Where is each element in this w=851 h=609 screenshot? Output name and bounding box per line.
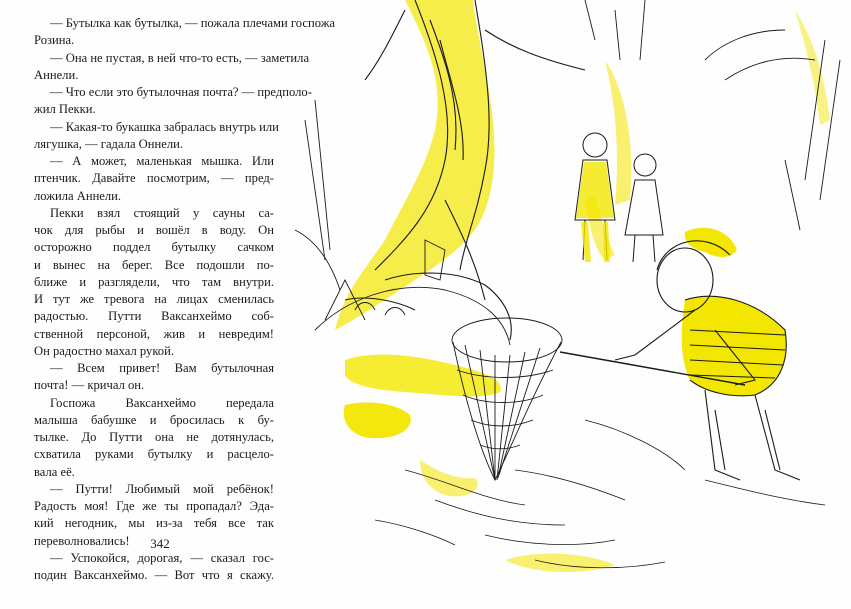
text-line: — Путти! Любимый мой ребёнок! (50, 481, 274, 496)
story-text (34, 15, 335, 584)
reeds (295, 0, 840, 290)
text-line: — Что если это бутылочная почта? — предполо- (50, 85, 312, 99)
text-line: лягушка, — гадала Оннели. (34, 136, 184, 151)
page-number: 342 (150, 536, 170, 551)
text-line: И тут же тревога на лицах сменилась (34, 292, 274, 306)
text-line: Госпожа Ваксанхеймо передала (50, 395, 274, 410)
text-line: вала её. (34, 464, 75, 479)
text-line: кий негодник, мы из-за тебя все так (34, 516, 274, 531)
text-line: схватила руками бутылку и расцело- (34, 447, 274, 462)
text-line: почта! — кричал он. (34, 378, 145, 393)
text-line: и вынес на берег. Все подошли по- (34, 257, 274, 272)
girls-yellow (576, 162, 614, 262)
text-line: чок для рыбы и вошёл в воду. Он (34, 223, 274, 237)
text-line: — Успокойся, дорогая, — сказал гос- (50, 550, 274, 565)
text-line: тылке. До Путти она не дотянулась, (34, 430, 274, 444)
text-line: — А может, маленькая мышка. Или (50, 154, 274, 168)
text-line: радостью. Путти Ваксанхеймо соб- (34, 309, 274, 324)
text-line: малыша бабушке и бросилась к бу- (34, 412, 274, 427)
text-line: — Всем привет! Вам бутылочная (50, 361, 274, 375)
text-line: Радость моя! Где же ты пропадал? Эда- (34, 499, 274, 513)
text-line: Розина. (34, 33, 75, 48)
text-line: Пекки взял стоящий у сауны са- (50, 205, 274, 220)
text-line: подин Ваксанхеймо. — Вот что я скажу. (34, 568, 274, 582)
text-line: ложила Аннели. (34, 188, 122, 203)
text-line: — Бутылка как бутылка, — пожала плечами госпожа (50, 16, 335, 30)
boy-yellow (682, 228, 787, 396)
text-line: — Какая-то букашка забралась внутрь или (50, 119, 279, 134)
text-line: птенчик. Давайте посмотрим, — пред- (34, 171, 274, 186)
illustration (285, 0, 851, 609)
text-line: переволновались! (34, 533, 130, 548)
yellow-wash (335, 0, 830, 572)
text-line: ближе и разглядели, что там внутри. (34, 274, 274, 289)
text-line: ственной персоной, жив и невредим! (34, 326, 274, 341)
text-line: осторожно поддел бутылку сачком (34, 240, 274, 255)
text-line: — Она не пустая, в ней что-то есть, — заметила (50, 50, 310, 65)
text-line: Он радостно махал рукой. (34, 343, 174, 358)
text-line: Аннели. (34, 67, 79, 82)
text-line: жил Пекки. (34, 102, 96, 117)
